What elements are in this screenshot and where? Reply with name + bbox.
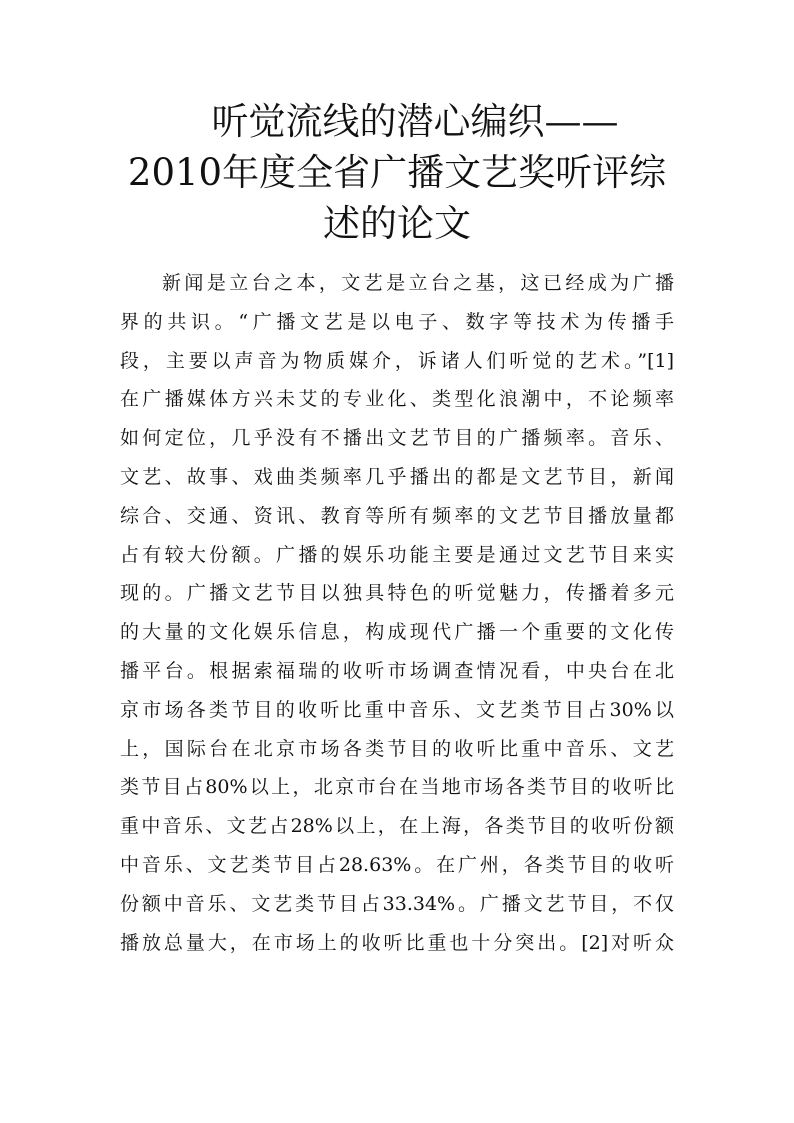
title-line: 2010年度全省广播文艺奖听评综 <box>127 151 667 194</box>
text-line: 上，国际台在北京市场各类节目的收听比重中音乐、文艺 <box>120 737 674 760</box>
text-line: 综合、交通、资讯、教育等所有频率的文艺节目播放量都 <box>120 504 674 527</box>
text-line: 占有较大份额。广播的娱乐功能主要是通过文艺节目来实 <box>120 543 674 566</box>
text-line: 现的。广播文艺节目以独具特色的听觉魅力，传播着多元 <box>120 582 674 605</box>
text-line: 重中音乐、文艺占28%以上，在上海，各类节目的收听份额 <box>120 815 674 838</box>
text-line: 播放总量大，在市场上的收听比重也十分突出。[2]对听众 <box>120 931 674 954</box>
text-line: 类节目占80%以上，北京市台在当地市场各类节目的收听比 <box>120 776 674 799</box>
text-line: 文艺、故事、戏曲类频率几乎播出的都是文艺节目，新闻 <box>120 465 674 488</box>
text-line: 新闻是立台之本，文艺是立台之基，这已经成为广播 <box>162 272 674 294</box>
text-line: 播平台。根据索福瑞的收听市场调查情况看，中央台在北 <box>120 659 674 682</box>
title-line: 听觉流线的潜心编织—— <box>211 100 619 143</box>
text-line: 界的共识。“广播文艺是以电子、数字等技术为传播手 <box>120 310 674 333</box>
title-line: 述的论文 <box>323 202 471 245</box>
text-line: 的大量的文化娱乐信息，构成现代广播一个重要的文化传 <box>120 621 674 644</box>
text-line: 份额中音乐、文艺类节目占33.34%。广播文艺节目，不仅 <box>120 892 674 915</box>
text-line: 京市场各类节目的收听比重中音乐、文艺类节目占30%以 <box>120 698 674 721</box>
text-line: 段，主要以声音为物质媒介，诉诸人们听觉的艺术。”[1] <box>120 349 674 372</box>
text-line: 中音乐、文艺类节目占28.63%。在广州，各类节目的收听 <box>120 853 674 876</box>
document-title <box>100 96 694 249</box>
text-line: 如何定位，几乎没有不播出文艺节目的广播频率。音乐、 <box>120 427 674 450</box>
text-line: 在广播媒体方兴未艾的专业化、类型化浪潮中，不论频率 <box>120 388 674 411</box>
body-paragraph <box>120 264 674 962</box>
